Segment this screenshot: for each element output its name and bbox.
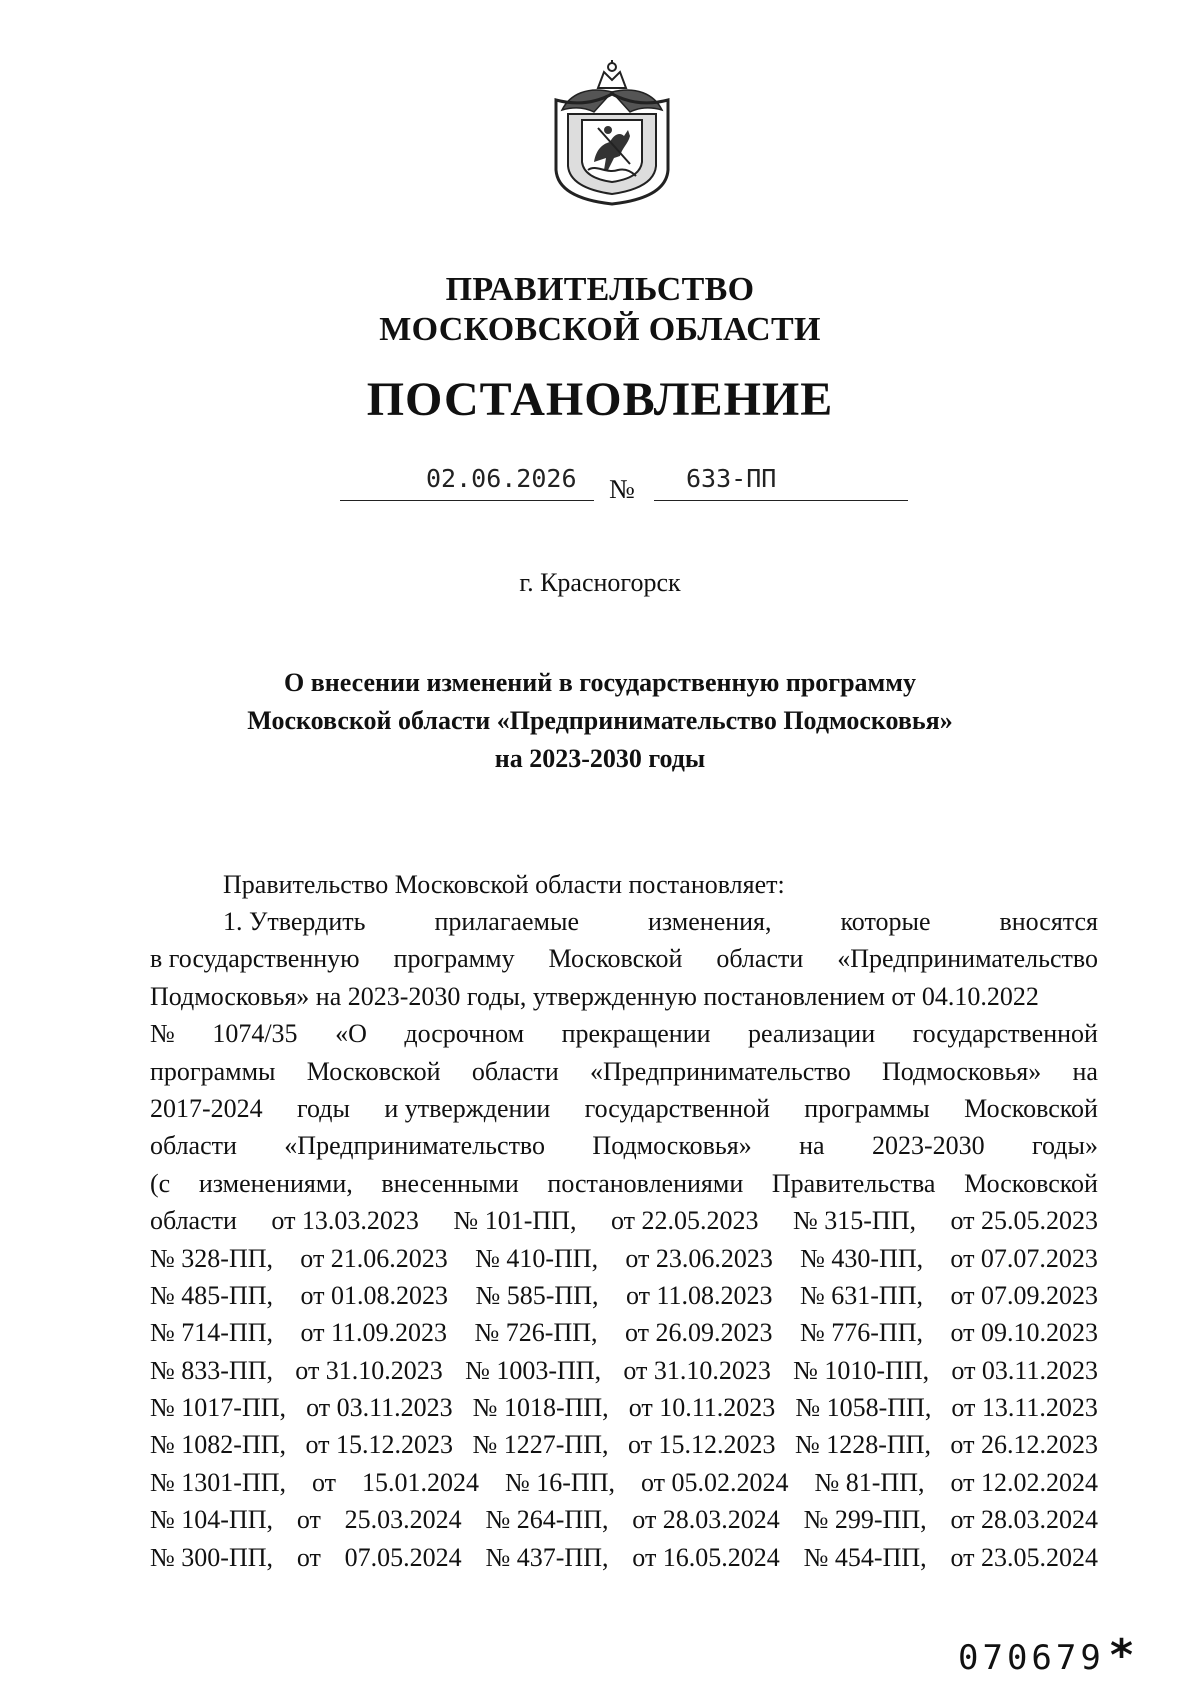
body-word: «Предпринимательство [837,944,1098,974]
body-line [150,1501,1098,1538]
body-word: и утверждении [384,1093,551,1123]
body-word: от 28.03.2024 [950,1505,1098,1535]
government-title-line1: ПРАВИТЕЛЬСТВО [445,271,755,308]
number-sign: № [609,474,635,504]
body-word: годы [297,1093,350,1123]
body-word: Правительства [771,1168,936,1198]
body-line [150,1015,1098,1052]
body-word: от 23.05.2024 [950,1542,1098,1572]
body-line [150,1090,1098,1127]
body-word: № 299-ПП, [803,1505,927,1535]
body-word: от 11.08.2023 [625,1280,773,1310]
body-word: № 1301-ПП, [150,1467,287,1497]
coat-of-arms-icon [548,58,676,208]
body-word: на [1072,1056,1098,1086]
body-word: № 631-ПП, [799,1280,923,1310]
date-field [340,462,594,501]
body-word: № 101-ПП, [453,1206,577,1236]
body-word: № 1227-ПП, [472,1430,609,1460]
body-word: Московской [548,944,683,974]
body-word: постановлениями [547,1168,744,1198]
body-word: от 26.09.2023 [624,1318,773,1348]
body-word: области [150,1131,237,1161]
body-word: годы» [1032,1131,1098,1161]
government-title-line2: МОСКОВСКОЙ ОБЛАСТИ [379,311,821,348]
body-word: № 1228-ПП, [794,1430,931,1460]
body-word: № 485-ПП, [150,1280,274,1310]
body-word: государственной [584,1093,770,1123]
body-word: от 09.10.2023 [950,1318,1098,1348]
body-word: от 23.06.2023 [625,1243,773,1273]
body-word: Подмосковья» на 2023-2030 годы, утвержденную постановлением от 04.10.2022 [150,981,1039,1011]
body-word: программу [393,944,515,974]
body-word: от 28.03.2024 [632,1505,780,1535]
body-word: № 1058-ПП, [795,1393,932,1423]
body-word: № 315-ПП, [792,1206,916,1236]
body-word: от [296,1505,321,1535]
body-word: 15.01.2024 [362,1467,479,1497]
body-word: от 12.02.2024 [950,1467,1098,1497]
body-word: № 16-ПП, [504,1467,615,1497]
body-word: от 15.12.2023 [627,1430,776,1460]
body-line [150,1389,1098,1426]
body-word: досрочном [404,1019,525,1049]
body-word: области [150,1206,237,1236]
body-word: (с [150,1168,171,1198]
body-word: № 833-ПП, [150,1355,274,1385]
body-line [150,1464,1098,1501]
body-word: от 01.08.2023 [300,1280,449,1310]
body-line [150,1314,1098,1351]
body-word: от 25.05.2023 [950,1206,1098,1236]
body-line [150,940,1098,977]
body-line [150,1053,1098,1090]
body-word: 2023-2030 [871,1131,985,1161]
body-word: № 726-ПП, [474,1318,598,1348]
intro-paragraph: Правительство Московской области постановляет: [223,870,785,899]
body-word: Московской [964,1168,1098,1198]
body-word: № 328-ПП, [150,1243,274,1273]
body-word: № 410-ПП, [475,1243,599,1273]
body-word: Московской [964,1093,1098,1123]
body-word: от 03.11.2023 [951,1355,1098,1385]
body-word: от [296,1542,321,1572]
body-line [150,1127,1098,1164]
body-word: от 03.11.2023 [306,1393,453,1423]
body-line [150,1277,1098,1314]
number-field [654,462,908,501]
body-word: № 430-ПП, [800,1243,924,1273]
body-word: 07.05.2024 [344,1542,462,1572]
body-word: от 13.03.2023 [271,1206,419,1236]
body-word: № 264-ПП, [485,1505,609,1535]
body-word: от [312,1467,337,1497]
body-word: области [471,1056,559,1086]
body-word: № 454-ПП, [803,1542,927,1572]
body-word: № 1010-ПП, [793,1355,930,1385]
document-date: 02.06.2026 [426,464,577,493]
body-word: программы [150,1056,276,1086]
body-word: № 437-ПП, [485,1542,609,1572]
body-line [150,1165,1098,1202]
body-word: области [716,944,804,974]
body-word: изменения, [647,907,772,936]
body-word: от 26.12.2023 [950,1430,1098,1460]
body-word: государственной [912,1019,1098,1049]
body-word: от 13.11.2023 [951,1393,1098,1423]
body-word: реализации [748,1019,876,1049]
body-word: «О [335,1019,367,1049]
body-word: Московской [306,1056,441,1086]
body-word: от 15.12.2023 [305,1430,454,1460]
body-line [150,978,1098,1015]
body-word: вносятся [999,907,1098,936]
body-line [150,1426,1098,1463]
body-word: прилагаемые [434,907,579,936]
body-word: программы [804,1093,930,1123]
body-text [150,903,1098,1576]
body-word: 1074/35 [212,1019,298,1049]
body-word: от 31.10.2023 [623,1355,771,1385]
body-word: 25.03.2024 [344,1505,462,1535]
body-word: от 22.05.2023 [610,1206,759,1236]
body-word: № 776-ПП, [799,1318,923,1348]
body-word: от 07.09.2023 [950,1280,1098,1310]
body-word: № 714-ПП, [150,1318,274,1348]
subject-line3: на 2023-2030 годы [494,744,706,773]
document-number: 633-ПП [686,464,777,493]
body-word: в государственную [150,944,360,974]
document-subject [0,664,1200,778]
body-word: № 300-ПП, [150,1542,274,1572]
body-word: от 10.11.2023 [628,1393,776,1423]
body-word: от 05.02.2024 [640,1467,789,1497]
government-title [0,270,1200,350]
body-word: № 1018-ПП, [472,1393,609,1423]
page-code: 070679 [958,1638,1105,1678]
body-line [150,903,1098,940]
body-word: на [799,1131,825,1161]
body-word: 1. Утвердить [223,907,366,936]
city-label: г. Красногорск [519,568,681,597]
body-word: прекращении [561,1019,711,1049]
body-word: № 585-ПП, [475,1280,599,1310]
body-line [150,1202,1098,1239]
body-word: № 1082-ПП, [150,1430,287,1460]
body-word: от 11.09.2023 [300,1318,448,1348]
body-line [150,1352,1098,1389]
body-line [150,1240,1098,1277]
body-word: Подмосковья» [881,1056,1042,1086]
body-word: внесенными [381,1168,519,1198]
document-type: ПОСТАНОВЛЕНИЕ [366,373,834,426]
body-word: № [150,1019,175,1049]
body-word: 2017-2024 [150,1093,263,1123]
body-word: от 16.05.2024 [632,1542,780,1572]
asterisk-mark: * [1110,1630,1134,1681]
body-word: от 21.06.2023 [300,1243,448,1273]
body-word: № 81-ПП, [814,1467,925,1497]
body-word: «Предпринимательство [589,1056,851,1086]
body-word: от 31.10.2023 [295,1355,443,1385]
body-word: Подмосковья» [592,1131,752,1161]
body-word: изменениями, [198,1168,353,1198]
body-word: от 07.07.2023 [950,1243,1098,1273]
body-word: которые [840,907,931,936]
body-word: № 104-ПП, [150,1505,274,1535]
subject-line1: О внесении изменений в государственную программу [284,668,916,697]
subject-line2: Московской области «Предпринимательство Подмосковья» [247,706,953,735]
body-line [150,1539,1098,1576]
body-word: «Предпринимательство [284,1131,546,1161]
body-word: № 1017-ПП, [150,1393,287,1423]
body-word: № 1003-ПП, [465,1355,602,1385]
